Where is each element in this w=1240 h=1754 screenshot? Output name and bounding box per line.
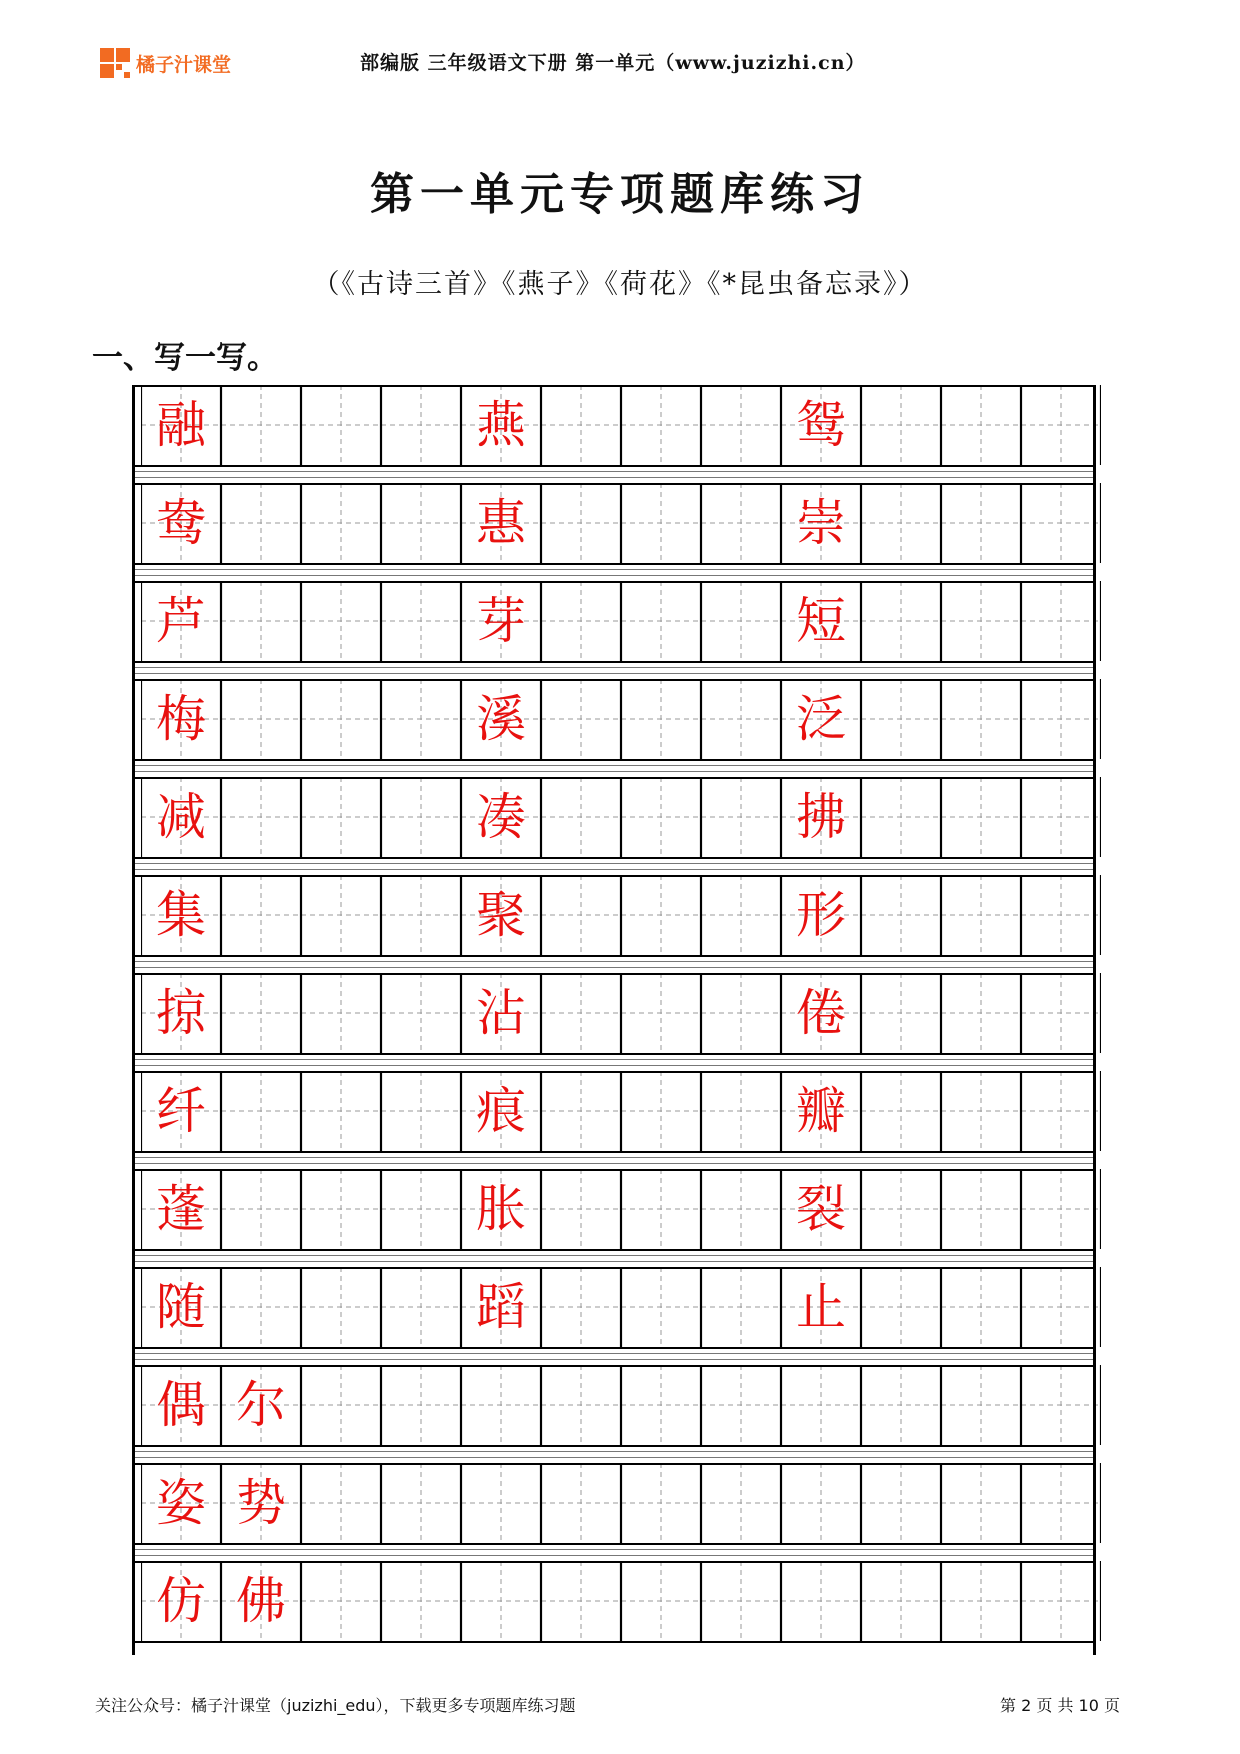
writing-cell (621, 1561, 701, 1641)
writing-cell (861, 1169, 941, 1249)
grid-gap-line (132, 967, 1096, 968)
writing-cell (381, 1561, 461, 1641)
writing-cell (141, 1267, 221, 1347)
grid-rule (132, 563, 1096, 565)
model-character: 聚 (476, 886, 526, 944)
grid-gap-line (132, 869, 1096, 870)
writing-grid (132, 385, 1096, 1655)
writing-cell (301, 973, 381, 1053)
grid-gap-line (132, 863, 1096, 864)
writing-cell (941, 1267, 1021, 1347)
model-character: 止 (796, 1278, 846, 1336)
writing-cell (301, 777, 381, 857)
model-character: 掠 (156, 984, 206, 1042)
writing-cell (621, 385, 701, 465)
writing-cell (861, 875, 941, 955)
grid-rule (132, 1053, 1096, 1055)
model-character: 减 (156, 788, 206, 846)
writing-cell (941, 1463, 1021, 1543)
writing-cell (781, 875, 861, 955)
writing-cell (1021, 1071, 1101, 1151)
writing-cell (301, 1561, 381, 1641)
writing-cell (781, 1561, 861, 1641)
writing-cell (701, 1365, 781, 1445)
grid-row (132, 1267, 1096, 1347)
writing-cell (461, 483, 541, 563)
grid-rule (132, 1463, 1096, 1465)
grid-gap-line (132, 1163, 1096, 1164)
model-character: 惠 (476, 494, 526, 552)
writing-cell (621, 679, 701, 759)
model-character: 胀 (476, 1180, 526, 1238)
writing-cell (701, 777, 781, 857)
writing-cell (541, 1463, 621, 1543)
writing-cell (541, 679, 621, 759)
grid-rule (132, 777, 1096, 779)
grid-rule (132, 955, 1096, 957)
logo-icon (100, 48, 130, 78)
writing-cell (701, 385, 781, 465)
writing-cell (141, 1365, 221, 1445)
grid-rule (132, 1071, 1096, 1073)
writing-cell (461, 1365, 541, 1445)
writing-cell (301, 875, 381, 955)
writing-cell (541, 385, 621, 465)
writing-cell (621, 1365, 701, 1445)
model-character: 集 (156, 886, 206, 944)
writing-cell (541, 1267, 621, 1347)
writing-cell (541, 1561, 621, 1641)
writing-cell (861, 483, 941, 563)
grid-row (132, 973, 1096, 1053)
model-character: 仿 (156, 1572, 206, 1630)
writing-cell (221, 777, 301, 857)
writing-cell (941, 777, 1021, 857)
writing-cell (541, 777, 621, 857)
grid-gap-line (132, 1451, 1096, 1452)
writing-cell (621, 483, 701, 563)
writing-cell (141, 483, 221, 563)
writing-cell (861, 385, 941, 465)
writing-cell (301, 1169, 381, 1249)
logo-text: 橘子汁课堂 (136, 53, 232, 76)
grid-rule (132, 465, 1096, 467)
page-title: 第一单元专项题库练习 (370, 169, 870, 220)
writing-cell (461, 1071, 541, 1151)
writing-cell (781, 973, 861, 1053)
grid-gap-line (132, 667, 1096, 668)
writing-cell (621, 777, 701, 857)
writing-cell (781, 777, 861, 857)
writing-cell (221, 973, 301, 1053)
grid-row (132, 1071, 1096, 1151)
writing-cell (461, 385, 541, 465)
writing-cell (461, 875, 541, 955)
model-character: 蹈 (476, 1278, 526, 1336)
grid-frame (132, 385, 135, 1655)
writing-cell (621, 973, 701, 1053)
grid-row (132, 1365, 1096, 1445)
writing-cell (1021, 581, 1101, 661)
writing-cell (861, 1267, 941, 1347)
model-character: 溪 (476, 690, 526, 748)
writing-cell (381, 679, 461, 759)
writing-cell (1021, 1463, 1101, 1543)
writing-cell (141, 777, 221, 857)
writing-cell (141, 1071, 221, 1151)
writing-cell (221, 1169, 301, 1249)
grid-rule (132, 1641, 1096, 1643)
writing-cell (701, 1561, 781, 1641)
writing-cell (1021, 1169, 1101, 1249)
writing-cell (621, 1071, 701, 1151)
model-character: 偶 (156, 1376, 206, 1434)
writing-cell (541, 1071, 621, 1151)
model-character: 芦 (156, 592, 206, 650)
writing-cell (781, 1463, 861, 1543)
writing-cell (301, 1267, 381, 1347)
grid-gap-line (132, 1359, 1096, 1360)
writing-cell (221, 483, 301, 563)
grid-gap-line (132, 961, 1096, 962)
writing-cell (621, 1169, 701, 1249)
grid-gap-line (132, 575, 1096, 576)
writing-cell (221, 875, 301, 955)
writing-cell (381, 385, 461, 465)
writing-cell (861, 581, 941, 661)
grid-rule (132, 385, 1096, 387)
writing-cell (141, 973, 221, 1053)
writing-cell (1021, 679, 1101, 759)
writing-cell (781, 1071, 861, 1151)
writing-cell (941, 385, 1021, 465)
writing-cell (1021, 973, 1101, 1053)
model-character: 鸯 (156, 494, 206, 552)
writing-cell (621, 875, 701, 955)
writing-cell (301, 581, 381, 661)
page-subtitle: （《古诗三首》《燕子》《荷花》《*昆虫备忘录》） (312, 269, 928, 300)
writing-cell (781, 1169, 861, 1249)
model-character: 拂 (796, 788, 846, 846)
grid-rule (132, 1249, 1096, 1251)
grid-gap-line (132, 1353, 1096, 1354)
writing-cell (141, 679, 221, 759)
writing-cell (1021, 875, 1101, 955)
writing-cell (301, 679, 381, 759)
writing-cell (301, 1071, 381, 1151)
writing-cell (541, 1365, 621, 1445)
model-character: 形 (796, 886, 846, 944)
writing-cell (141, 581, 221, 661)
writing-cell (701, 1071, 781, 1151)
grid-row (132, 679, 1096, 759)
writing-cell (941, 1561, 1021, 1641)
model-character: 姿 (156, 1474, 206, 1532)
grid-gap-line (132, 1157, 1096, 1158)
model-character: 纤 (156, 1082, 206, 1140)
grid-rule (132, 1365, 1096, 1367)
writing-cell (381, 1365, 461, 1445)
writing-cell (381, 1267, 461, 1347)
writing-cell (1021, 1561, 1101, 1641)
grid-rule (132, 1347, 1096, 1349)
writing-cell (941, 679, 1021, 759)
writing-cell (221, 1463, 301, 1543)
writing-cell (541, 483, 621, 563)
writing-cell (701, 1463, 781, 1543)
writing-cell (941, 483, 1021, 563)
grid-row (132, 777, 1096, 857)
writing-cell (861, 777, 941, 857)
writing-cell (141, 1561, 221, 1641)
writing-cell (461, 581, 541, 661)
grid-row (132, 1463, 1096, 1543)
writing-cell (781, 483, 861, 563)
writing-cell (541, 973, 621, 1053)
grid-rule (132, 1445, 1096, 1447)
model-character: 凑 (476, 788, 526, 846)
model-character: 裂 (796, 1180, 846, 1238)
model-character: 尔 (236, 1376, 286, 1434)
grid-gap-line (132, 471, 1096, 472)
writing-cell (381, 973, 461, 1053)
model-character: 短 (796, 592, 846, 650)
grid-gap-line (132, 1549, 1096, 1550)
writing-cell (381, 875, 461, 955)
writing-cell (461, 1169, 541, 1249)
grid-rule (132, 1267, 1096, 1269)
grid-row (132, 581, 1096, 661)
writing-cell (861, 1561, 941, 1641)
model-character: 瓣 (796, 1082, 846, 1140)
writing-cell (621, 1463, 701, 1543)
footer-note: 关注公众号：橘子汁课堂（juzizhi_edu），下载更多专项题库练习题 (95, 1696, 576, 1715)
writing-cell (141, 385, 221, 465)
writing-cell (701, 679, 781, 759)
writing-cell (781, 581, 861, 661)
writing-cell (701, 1267, 781, 1347)
writing-cell (701, 973, 781, 1053)
writing-cell (461, 973, 541, 1053)
grid-gap-line (132, 1255, 1096, 1256)
grid-gap-line (132, 1555, 1096, 1556)
writing-cell (781, 1267, 861, 1347)
grid-rule (132, 1543, 1096, 1545)
writing-cell (941, 1071, 1021, 1151)
writing-cell (861, 973, 941, 1053)
grid-rule (132, 875, 1096, 877)
model-character: 佛 (236, 1572, 286, 1630)
grid-gap-line (132, 765, 1096, 766)
section-heading: 一、写一写。 (92, 340, 278, 376)
model-character: 梅 (156, 690, 206, 748)
model-character: 泛 (796, 690, 846, 748)
writing-cell (1021, 1365, 1101, 1445)
writing-cell (621, 1267, 701, 1347)
writing-cell (1021, 1267, 1101, 1347)
writing-cell (861, 1071, 941, 1151)
grid-gap-line (132, 1457, 1096, 1458)
model-character: 燕 (476, 396, 526, 454)
writing-cell (141, 1463, 221, 1543)
model-character: 势 (236, 1474, 286, 1532)
writing-cell (301, 385, 381, 465)
writing-cell (861, 679, 941, 759)
page-number: 第 2 页 共 10 页 (1000, 1696, 1120, 1715)
writing-cell (141, 875, 221, 955)
writing-cell (221, 679, 301, 759)
grid-rule (132, 759, 1096, 761)
writing-cell (861, 1463, 941, 1543)
grid-rule (132, 1169, 1096, 1171)
grid-row (132, 1561, 1096, 1641)
grid-rule (132, 1561, 1096, 1563)
writing-cell (221, 1561, 301, 1641)
writing-cell (221, 1071, 301, 1151)
writing-cell (461, 679, 541, 759)
model-character: 融 (156, 396, 206, 454)
writing-cell (701, 581, 781, 661)
writing-cell (861, 1365, 941, 1445)
writing-cell (381, 1071, 461, 1151)
grid-gap-line (132, 1065, 1096, 1066)
writing-cell (621, 581, 701, 661)
grid-rule (132, 661, 1096, 663)
grid-gap-line (132, 569, 1096, 570)
writing-cell (381, 1169, 461, 1249)
writing-cell (541, 875, 621, 955)
writing-cell (221, 581, 301, 661)
grid-rule (132, 1151, 1096, 1153)
writing-cell (1021, 483, 1101, 563)
writing-cell (941, 581, 1021, 661)
writing-cell (781, 1365, 861, 1445)
writing-cell (1021, 385, 1101, 465)
writing-cell (221, 1365, 301, 1445)
writing-cell (461, 1561, 541, 1641)
model-character: 蓬 (156, 1180, 206, 1238)
grid-row (132, 875, 1096, 955)
grid-rule (132, 973, 1096, 975)
writing-cell (941, 973, 1021, 1053)
grid-gap-line (132, 1261, 1096, 1262)
writing-cell (381, 483, 461, 563)
model-character: 倦 (796, 984, 846, 1042)
grid-rule (132, 483, 1096, 485)
writing-cell (301, 483, 381, 563)
model-character: 芽 (476, 592, 526, 650)
writing-cell (221, 1267, 301, 1347)
grid-frame (1093, 385, 1096, 1655)
model-character: 崇 (796, 494, 846, 552)
writing-cell (541, 1169, 621, 1249)
writing-cell (381, 1463, 461, 1543)
writing-cell (381, 777, 461, 857)
writing-cell (221, 385, 301, 465)
writing-cell (301, 1463, 381, 1543)
grid-rule (132, 857, 1096, 859)
grid-gap-line (132, 1059, 1096, 1060)
model-character: 鸳 (796, 396, 846, 454)
writing-cell (701, 1169, 781, 1249)
grid-rule (132, 679, 1096, 681)
grid-row (132, 483, 1096, 563)
model-character: 沾 (476, 984, 526, 1042)
writing-cell (941, 1169, 1021, 1249)
brand-logo (100, 48, 231, 78)
writing-cell (701, 483, 781, 563)
writing-cell (781, 385, 861, 465)
writing-cell (701, 875, 781, 955)
grid-gap-line (132, 477, 1096, 478)
writing-cell (941, 875, 1021, 955)
writing-cell (941, 1365, 1021, 1445)
model-character: 痕 (476, 1082, 526, 1140)
grid-row (132, 1169, 1096, 1249)
writing-cell (301, 1365, 381, 1445)
writing-cell (781, 679, 861, 759)
writing-cell (1021, 777, 1101, 857)
writing-cell (541, 581, 621, 661)
header-title: 部编版 三年级语文下册 第一单元（www.juzizhi.cn） (360, 52, 866, 74)
grid-gap-line (132, 771, 1096, 772)
model-character: 随 (156, 1278, 206, 1336)
writing-cell (461, 777, 541, 857)
grid-gap-line (132, 673, 1096, 674)
grid-rule (132, 581, 1096, 583)
writing-cell (381, 581, 461, 661)
writing-cell (461, 1463, 541, 1543)
grid-row (132, 385, 1096, 465)
writing-cell (141, 1169, 221, 1249)
writing-cell (461, 1267, 541, 1347)
